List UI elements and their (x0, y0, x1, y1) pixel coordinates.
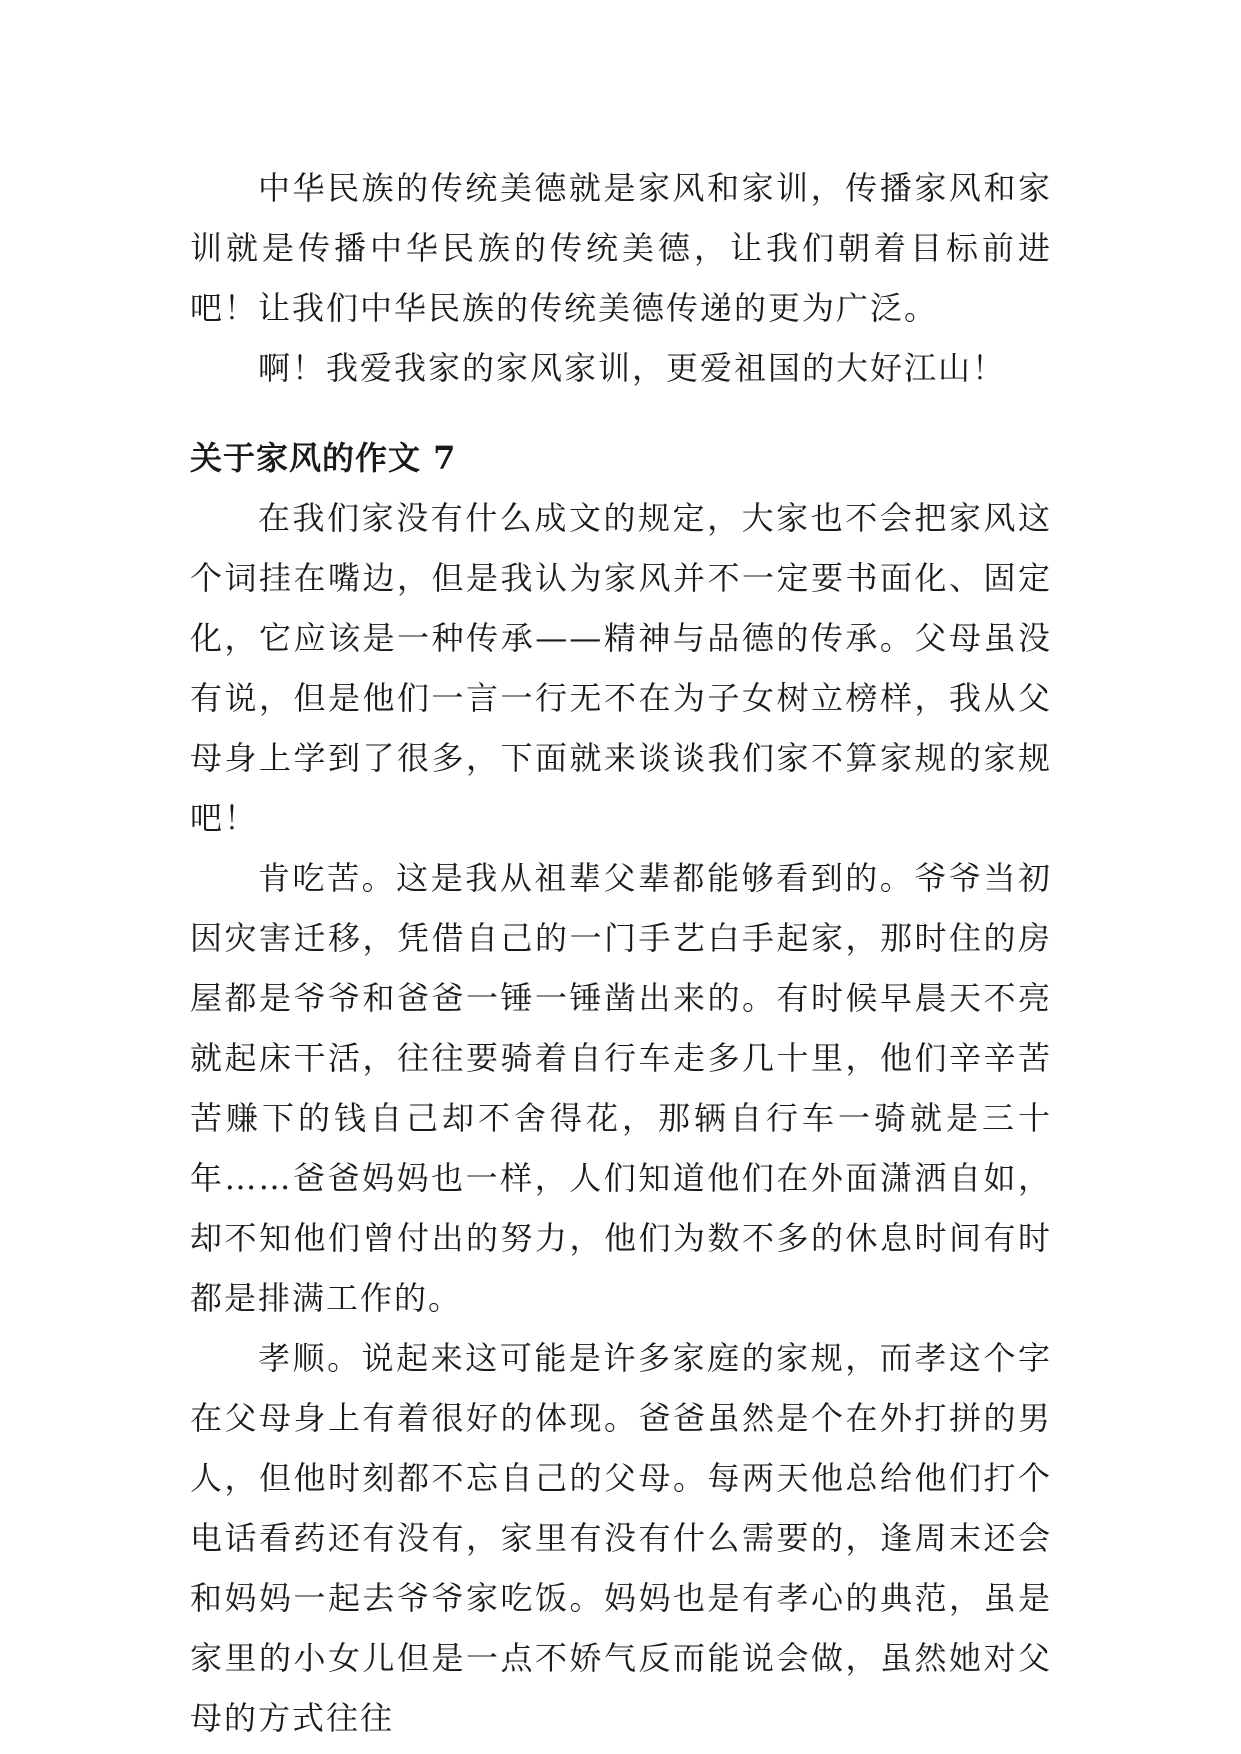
paragraph: 肯吃苦。这是我从祖辈父辈都能够看到的。爷爷当初因灾害迁移，凭借自己的一门手艺白手起家，那时住的房屋都是爷爷和爸爸一锤一锤凿出来的。有时候早晨天不亮就起床干活，往往要骑着自行车走多几十里，他们辛辛苦苦赚下的钱自己却不舍得花，那辆自行车一骑就是三十年……爸爸妈妈也一样，人们知道他们在外面潇洒自如，却不知他们曾付出的努力，他们为数不多的休息时间有时都是排满工作的。 (190, 859, 1052, 1317)
document-page (190, 158, 1052, 1748)
paragraph: 啊！我爱我家的家风家训，更爱祖国的大好江山！ (258, 349, 1007, 387)
paragraph: 孝顺。说起来这可能是许多家庭的家规，而孝这个字在父母身上有着很好的体现。爸爸虽然是个在外打拼的男人，但他时刻都不忘自己的父母。每两天他总给他们打个电话看药还有没有，家里有没有什么需要的，逢周末还会和妈妈一起去爷爷家吃饭。妈妈也是有孝心的典范，虽是家里的小女儿但是一点不娇气反而能说会做，虽然她对父母的方式往往 (190, 1339, 1052, 1737)
paragraph: 在我们家没有什么成文的规定，大家也不会把家风这个词挂在嘴边，但是我认为家风并不一定要书面化、固定化，它应该是一种传承——精神与品德的传承。父母虽没有说，但是他们一言一行无不在为子女树立榜样，我从父母身上学到了很多，下面就来谈谈我们家不算家规的家规吧！ (190, 499, 1052, 837)
paragraph: 中华民族的传统美德就是家风和家训，传播家风和家训就是传播中华民族的传统美德，让我们朝着目标前进吧！让我们中华民族的传统美德传递的更为广泛。 (190, 169, 1052, 327)
section-title: 关于家风的作文 7 (190, 439, 457, 477)
